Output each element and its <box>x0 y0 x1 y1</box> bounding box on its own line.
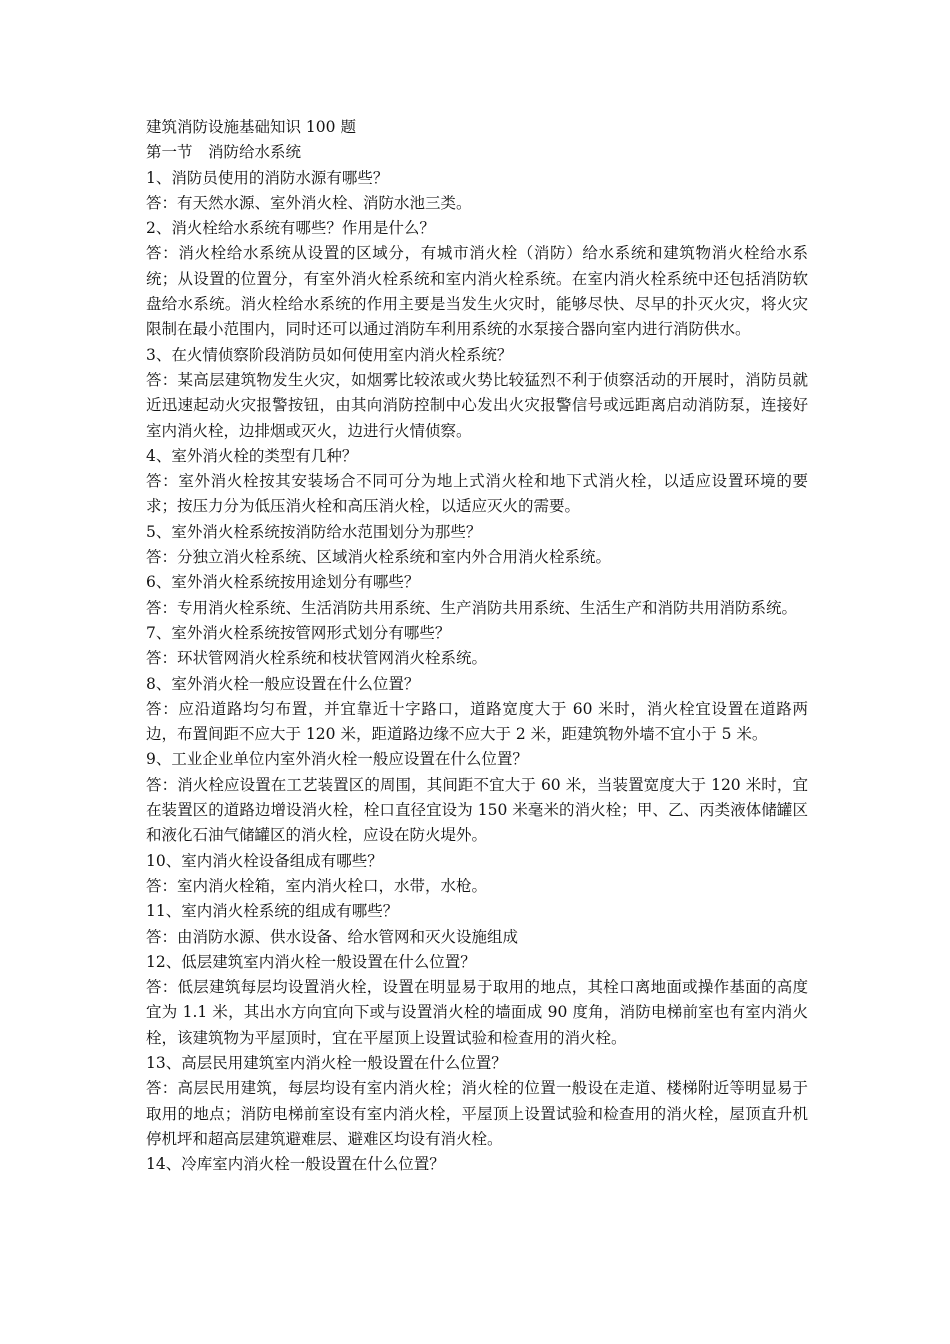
answer-5: 答：分独立消火栓系统、区域消火栓系统和室内外合用消火栓系统。 <box>146 548 612 567</box>
document-title: 建筑消防设施基础知识 100 题 <box>146 118 356 136</box>
question-5: 5、室外消火栓系统按消防给水范围划分为那些？ <box>146 522 482 541</box>
answer-3: 答：某高层建筑物发生火灾，如烟雾比较浓或火势比较猛烈不利于侦察活动的开展时，消防员就近迅速起动火灾报警按钮，由其向消防控制中心发出火灾报警信号或远距离启动消防泵，连接好室内消火栓，边排烟或灭火，边进行火情侦察。 <box>146 370 808 440</box>
question-6: 6、室外消火栓系统按用途划分有哪些？ <box>146 573 420 592</box>
question-1: 1、消防员使用的消防水源有哪些？ <box>146 168 389 187</box>
answer-4: 答：室外消火栓按其安装场合不同可分为地上式消火栓和地下式消火栓，以适应设置环境的要求；按压力分为低压消火栓和高压消火栓，以适应灭火的需要。 <box>146 472 808 516</box>
answer-12: 答：低层建筑每层均设置消火栓，设置在明显易于取用的地点，其栓口离地面或操作基面的高度宜为 1.1 米，其出水方向宜向下或与设置消火栓的墙面成 90 度角，消防电梯前室也有室内消火栓，该建筑物为平屋顶时，宜在平屋顶上设置试验和检查用的消火栓。 <box>146 978 808 1047</box>
question-14: 14、冷库室内消火栓一般设置在什么位置？ <box>146 1155 445 1174</box>
answer-7: 答：环状管网消火栓系统和枝状管网消火栓系统。 <box>146 649 488 668</box>
question-8: 8、室外消火栓一般应设置在什么位置？ <box>146 674 420 693</box>
document-body <box>146 115 808 1177</box>
question-9: 9、工业企业单位内室外消火栓一般应设置在什么位置？ <box>146 750 528 769</box>
question-7: 7、室外消火栓系统按管网形式划分有哪些？ <box>146 623 451 642</box>
question-12: 12、低层建筑室内消火栓一般设置在什么位置？ <box>146 952 476 971</box>
answer-6: 答：专用消火栓系统、生活消防共用系统、生产消防共用系统、生活生产和消防共用消防系统。 <box>146 598 798 617</box>
question-3: 3、在火情侦察阶段消防员如何使用室内消火栓系统？ <box>146 345 513 364</box>
question-10: 10、室内消火栓设备组成有哪些？ <box>146 851 383 870</box>
answer-2: 答：消火栓给水系统从设置的区域分，有城市消火栓（消防）给水系统和建筑物消火栓给水系统；从设置的位置分，有室外消火栓系统和室内消火栓系统。在室内消火栓系统中还包括消防软盘给水系统。消火栓给水系统的作用主要是当发生火灾时，能够尽快、尽早的扑灭火灾，将火灾限制在最小范围内，同时还可以通过消防车利用系统的水泵接合器向室内进行消防供水。 <box>146 244 808 339</box>
answer-10: 答：室内消火栓箱，室内消火栓口，水带，水枪。 <box>146 876 488 895</box>
question-11: 11、室内消火栓系统的组成有哪些？ <box>146 902 399 921</box>
section-heading: 第一节 消防给水系统 <box>146 143 302 162</box>
question-4: 4、室外消火栓的类型有几种？ <box>146 446 358 465</box>
answer-1: 答：有天然水源、室外消火栓、消防水池三类。 <box>146 193 472 212</box>
answer-11: 答：由消防水源、供水设备、给水管网和灭火设施组成 <box>146 927 519 946</box>
answer-9: 答：消火栓应设置在工艺装置区的周围，其间距不宜大于 60 米，当装置宽度大于 120 米时，宜在装置区的道路边增设消火栓，栓口直径宜设为 150 米毫米的消火栓；甲、乙、丙类液体储罐区和液化石油气储罐区的消火栓，应设在防火堤外。 <box>146 775 808 845</box>
answer-8: 答：应沿道路均匀布置，并宜靠近十字路口，道路宽度大于 60 米时，消火栓宜设置在道路两边，布置间距不应大于 120 米，距道路边缘不应大于 2 米，距建筑物外墙不宜小于 5 米。 <box>146 699 808 744</box>
question-2: 2、消火栓给水系统有哪些？作用是什么？ <box>146 219 435 238</box>
question-13: 13、高层民用建筑室内消火栓一般设置在什么位置？ <box>146 1053 507 1072</box>
answer-13: 答：高层民用建筑，每层均设有室内消火栓；消火栓的位置一般设在走道、楼梯附近等明显易于取用的地点；消防电梯前室设有室内消火栓，平屋顶上设置试验和检查用的消火栓，屋顶直升机停机坪和超高层建筑避难层、避难区均设有消火栓。 <box>146 1079 808 1148</box>
